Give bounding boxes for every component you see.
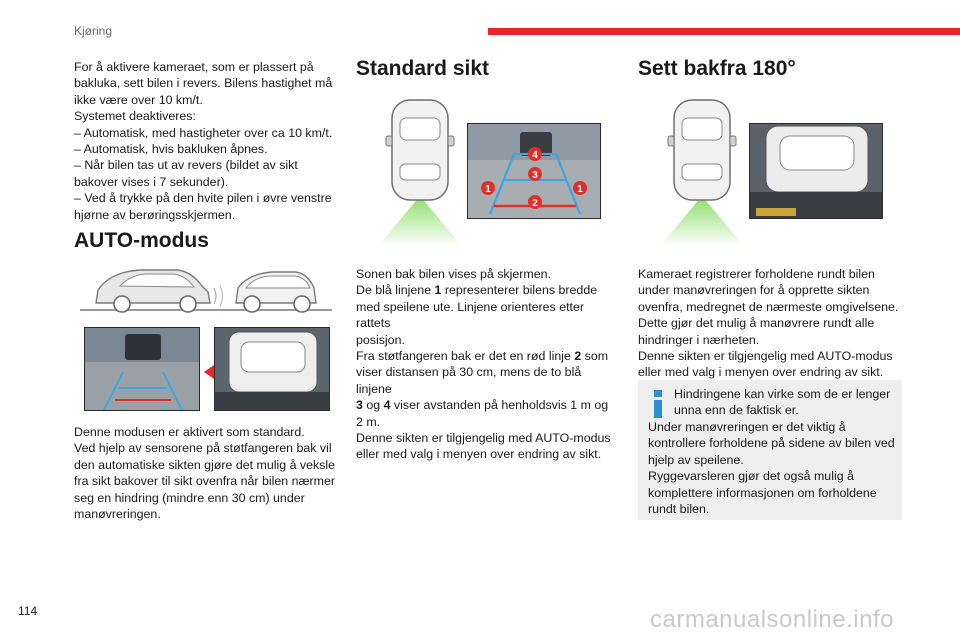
text-line: Hindringene kan virke som de er lenger — [674, 387, 891, 401]
text-line: hjørne av berøringsskjermen. — [74, 207, 236, 222]
text-line: seg en hindring (mindre enn 30 cm) under — [74, 490, 305, 505]
intro-text — [74, 59, 336, 223]
note-rest-lines — [648, 419, 898, 517]
rear-camera-image — [85, 328, 200, 411]
text-line: – Når bilen tas ut av revers (bildet av sikt — [74, 158, 298, 173]
info-note-box — [638, 380, 902, 520]
text-line: – Ved å trykke på den hvite pilen i øvre venstre — [74, 191, 332, 206]
text-line: – Automatisk, med hastigheter over ca 10 km/t. — [74, 125, 333, 140]
text-line: unna enn de faktisk er. — [674, 403, 799, 418]
rear-180-view-body — [638, 266, 902, 381]
text-line: ikke være over 10 km/t. — [74, 92, 203, 107]
text-line: For å aktivere kameraet, som er plassert på — [74, 60, 314, 74]
text-line: Fra støtfangeren bak er det en rød linje 2 som — [356, 349, 609, 364]
standard-view-camera-image — [467, 123, 601, 219]
info-icon — [652, 390, 664, 418]
text-line: Dette gjør det mulig å manøvrere rundt alle — [638, 316, 875, 331]
text-line: viser distansen på 30 cm, mens de to blå linjene — [356, 365, 582, 396]
text-line: Systemet deaktiveres: — [74, 109, 196, 124]
rear-180-view-image — [750, 124, 883, 219]
marker-label: 3 — [532, 170, 538, 181]
text-line: komplettere informasjonen om forholdene — [648, 485, 877, 500]
text-line: De blå linjene 1 representerer bilens bredde — [356, 283, 598, 298]
text-line: Under manøvreringen er det viktig å — [648, 420, 846, 434]
text-line: Denne sikten er tilgjengelig med AUTO-modus — [356, 431, 611, 446]
text-line: bakluka, sett bilen i revers. Bilens hastighet må — [74, 76, 333, 91]
watermark-text: carmanualsonline.info — [650, 606, 894, 633]
auto-mode-body — [74, 424, 336, 522]
text-line: – Automatisk, hvis bakluken åpnes. — [74, 142, 268, 157]
text-line: ovenfra, medregnet de nærmeste omgivelsene. — [638, 299, 899, 314]
marker-label: 1 — [485, 184, 491, 195]
text-line: Ved hjelp av sensorene på støtfangeren bak vil — [74, 441, 332, 456]
marker-3 — [528, 167, 542, 181]
camera-guidelines-diagram — [468, 124, 601, 219]
auto-top-view — [214, 327, 330, 411]
text-line: Ryggevarsleren gjør det også mulig å — [648, 469, 854, 484]
text-line: Kameraet registrerer forholdene rundt bilen — [638, 267, 875, 281]
text-line: den automatiske sikten gjøre det mulig å veksle — [74, 457, 336, 472]
text-line: rundt bilen. — [648, 502, 710, 517]
text-line: bakover vises i 7 sekunder). — [74, 174, 229, 189]
marker-label: 4 — [532, 150, 538, 161]
text-line: eller med valg i menyen over endring av sikt. — [356, 447, 602, 462]
page-number: 114 — [18, 604, 38, 618]
text-line: 2 m. — [356, 414, 381, 429]
rear-180-camera-image — [749, 123, 883, 219]
section-title-standard-view: Standard sikt — [356, 57, 490, 80]
marker-label: 2 — [532, 198, 538, 209]
text-line: kontrollere forholdene på sidene av bilen ved — [648, 436, 895, 451]
text-line: manøvreringen. — [74, 507, 161, 522]
section-title-auto-mode: AUTO-modus — [74, 229, 209, 252]
marker-1-right — [573, 181, 587, 195]
text-line: Sonen bak bilen vises på skjermen. — [356, 267, 551, 281]
text-line: fra sikt bakover til sikt ovenfra når bilen nærmer — [74, 474, 335, 489]
running-header: Kjøring — [74, 24, 113, 38]
text-line: Denne modusen er aktivert som standard. — [74, 425, 305, 439]
marker-1-left — [481, 181, 495, 195]
text-line: hjelp av speilene. — [648, 452, 744, 467]
text-line: under manøvreringen for å opprette sikten — [638, 283, 870, 298]
note-first-lines — [674, 386, 898, 419]
marker-label: 1 — [577, 184, 583, 195]
text-line: med speilene ute. Linjene orienteres etter rattets — [356, 299, 584, 331]
text-line: hindringer i nærheten. — [638, 332, 760, 347]
marker-4 — [528, 147, 542, 161]
header-accent-bar — [488, 28, 960, 35]
standard-view-car-topdown-illustration — [372, 96, 468, 246]
top-view-image — [215, 328, 330, 411]
text-line: eller med valg i menyen over endring av sikt. — [638, 365, 884, 380]
standard-view-body — [356, 266, 620, 463]
text-line: posisjon. — [356, 332, 405, 347]
section-title-rear-180-view: Sett bakfra 180° — [638, 57, 796, 80]
marker-2 — [528, 195, 542, 209]
auto-mode-side-illustration — [74, 258, 336, 318]
auto-rear-camera-view — [84, 327, 200, 411]
text-line: Denne sikten er tilgjengelig med AUTO-modus — [638, 349, 893, 364]
rear-180-car-topdown-illustration — [654, 96, 750, 246]
text-line: 3 og 4 viser avstanden på henholdsvis 1 m og — [356, 398, 609, 413]
